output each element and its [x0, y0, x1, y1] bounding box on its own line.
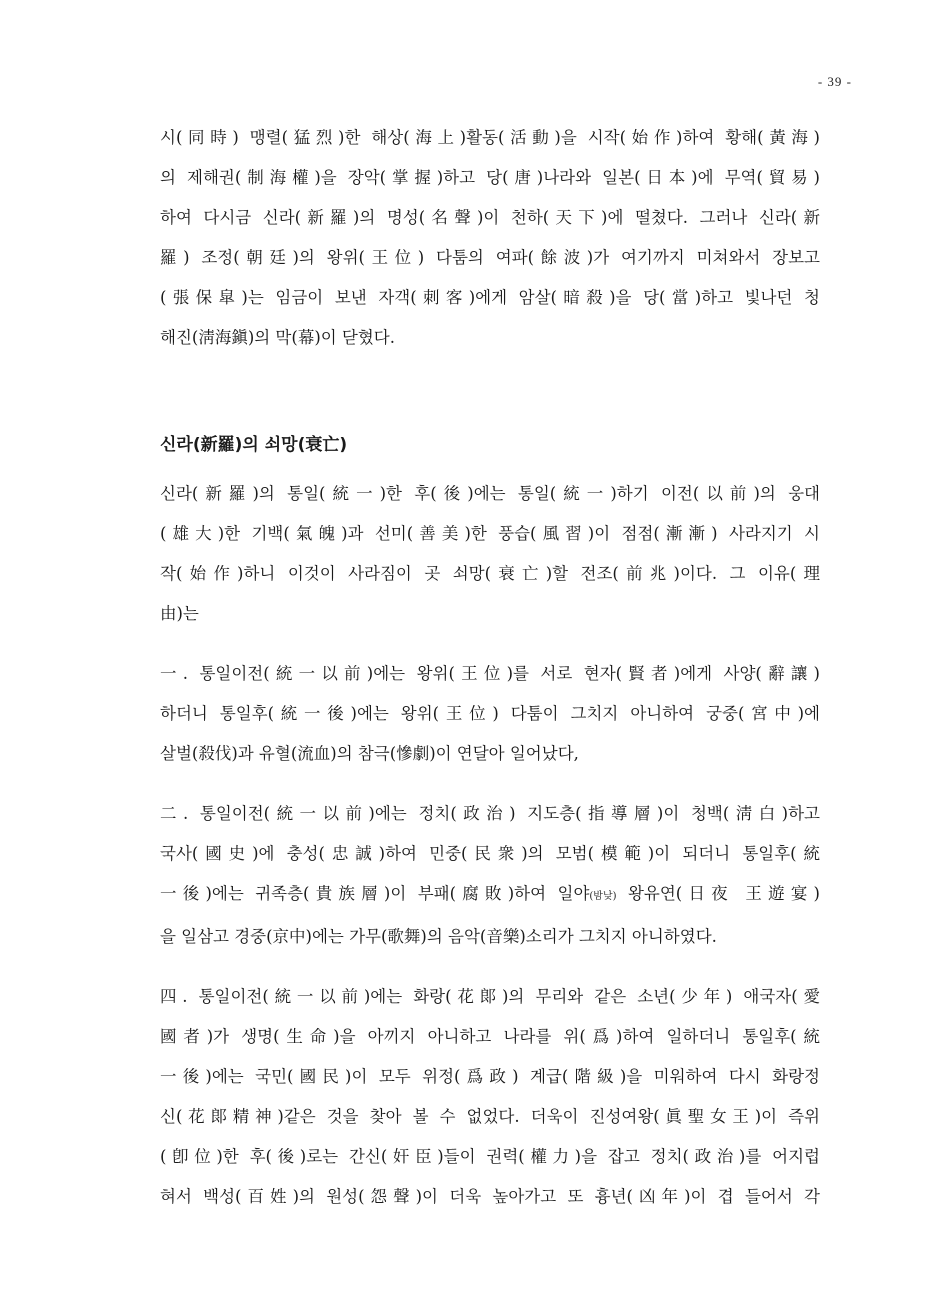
small-annotation: (밤낮)	[589, 891, 617, 902]
intro-paragraph	[160, 118, 820, 358]
page-number: - 39 -	[817, 74, 852, 89]
item-one-paragraph	[160, 654, 820, 774]
text-line: 신라(新羅)의 통일(統一)한 후(後)에는 통일(統一)하기 이전(以前)의 웅대	[160, 484, 820, 503]
text-line	[160, 874, 820, 917]
text-line: 羅) 조정(朝廷)의 왕위(王位) 다툼의 여파(餘波)가 여기까지 미쳐와서 장보고	[160, 248, 820, 267]
text-line: 하여 다시금 신라(新羅)의 명성(名聲)이 천하(天下)에 떨쳤다. 그러나 신라(新	[160, 208, 820, 227]
text-line: 由)는	[160, 604, 199, 623]
item-two-paragraph	[160, 794, 820, 957]
text-line: (張保皐)는 임금이 보낸 자객(刺客)에게 암살(暗殺)을 당(當)하고 빛나던 청	[160, 288, 820, 307]
document-body	[160, 118, 820, 1217]
text-line: 一後)에는 국민(國民)이 모두 위정(爲政) 계급(階級)을 미워하여 다시 화랑정	[160, 1067, 820, 1086]
text-line: 살벌(殺伐)과 유혈(流血)의 참극(慘劇)이 연달아 일어났다,	[160, 744, 579, 763]
text-line: (雄大)한 기백(氣魄)과 선미(善美)한 풍습(風習)이 점점(漸漸) 사라지기 시	[160, 524, 820, 543]
text-line: 四. 통일이전(統一以前)에는 화랑(花郞)의 무리와 같은 소년(少年) 애국자(愛	[160, 987, 820, 1006]
text-line: 신(花郞精神)같은 것을 찾아 볼 수 없었다. 더욱이 진성여왕(眞聖女王)이 즉위	[160, 1107, 820, 1126]
text-line: 의 제해권(制海權)을 장악(掌握)하고 당(唐)나라와 일본(日本)에 무역(貿易)	[160, 168, 820, 187]
item-four-paragraph	[160, 977, 820, 1217]
text-line: (卽位)한 후(後)로는 간신(奸臣)들이 권력(權力)을 잡고 정치(政治)를 어지럽	[160, 1147, 820, 1166]
text-line: 을 일삼고 경중(京中)에는 가무(歌舞)의 음악(音樂)소리가 그치지 아니하였다.	[160, 927, 717, 946]
text-line: 시(同時) 맹렬(猛烈)한 해상(海上)활동(活動)을 시작(始作)하여 황해(黃海)	[160, 128, 820, 147]
text-line: 國者)가 생명(生命)을 아끼지 아니하고 나라를 위(爲)하여 일하더니 통일후(統	[160, 1027, 820, 1046]
text-line: 一. 통일이전(統一以前)에는 왕위(王位)를 서로 현자(賢者)에게 사양(辭讓)	[160, 664, 820, 683]
section-intro-paragraph	[160, 474, 820, 634]
text-segment: 왕유연(日夜 王遊宴)	[616, 884, 820, 903]
text-line: 국사(國史)에 충성(忠誠)하여 민중(民衆)의 모범(模範)이 되더니 통일후(統	[160, 844, 820, 863]
text-segment: 一後)에는 귀족층(貴族層)이 부패(腐敗)하여 일야	[160, 884, 590, 903]
text-line: 작(始作)하니 이것이 사라짐이 곳 쇠망(衰亡)할 전조(前兆)이다. 그 이유(理	[160, 564, 820, 583]
text-line: 해진(淸海鎭)의 막(幕)이 닫혔다.	[160, 328, 395, 347]
section-heading: 신라(新羅)의 쇠망(衰亡)	[160, 435, 348, 455]
text-line: 하더니 통일후(統一後)에는 왕위(王位) 다툼이 그치지 아니하여 궁중(宮中)에	[160, 704, 820, 723]
text-line: 혀서 백성(百姓)의 원성(怨聲)이 더욱 높아가고 또 흉년(凶年)이 겹 들어서 각	[160, 1187, 820, 1206]
text-line: 二. 통일이전(統一以前)에는 정치(政治) 지도층(指導層)이 청백(淸白)하고	[160, 804, 820, 823]
